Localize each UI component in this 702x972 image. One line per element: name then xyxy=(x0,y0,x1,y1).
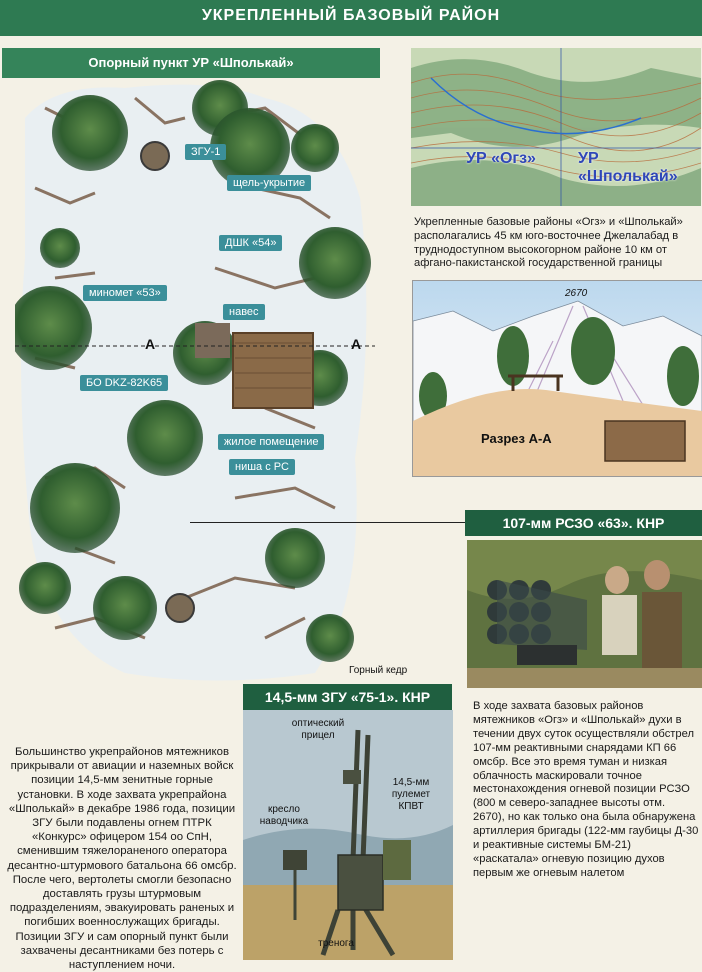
label-shel: щель-укрытие xyxy=(227,175,311,191)
rszo-text: В ходе захвата базовых районов мятежников «Огз» и «Шполькай» духи в течении двух суток осуществляли обстрел 107-мм реактивными снарядами КП 66 омсбр. Все это время туман и низкая облачность маскировали точное местонахождения огневой позиции РСЗО (800 м северо-западнее высоты отм. 2670), но как только она была обнаружена артиллерия бригады (122-мм гаубицы Д-30 и реактивные системы БМ-21) «раскатала» огневую позицию духов первым же огневым налетом xyxy=(473,700,699,879)
section-marker-right: А xyxy=(351,336,362,352)
page-title: УКРЕПЛЕННЫЙ БАЗОВЫЙ РАЙОН xyxy=(201,7,501,24)
label-bo: БО DKZ-82K65 xyxy=(80,375,168,391)
rszo-drawing xyxy=(467,540,702,688)
label-dshk: ДШК «54» xyxy=(219,235,282,251)
label-zhiloe: жилое помещение xyxy=(218,434,324,450)
rszo-pointer-line xyxy=(190,522,465,523)
label-naves: навес xyxy=(223,304,265,320)
cross-section xyxy=(412,280,702,477)
callout-pricel: оптический прицел xyxy=(291,718,345,741)
plan-title: Опорный пункт УР «Шполькай» xyxy=(2,48,380,78)
body-text: Большинство укрепрайонов мятежников прикрывали от авиации и наземных войск позиции 14,5-мм зенитные горные установки. В ходе захвата укрепрайона «Шполькай» в декабре 1986 года, позиции ЗГУ были подавлены огнем ПТРК «Конкурс» офицером 154 оо СпН, сменившим тяжелораненого оператора десантно-штурмового батальона 66 омсбр. После чего, вертолеты смогли безопасно доставлять грузы штурмовым подразделениям, эвакуировать раненых и погибших военнослужащих бригады. Позиции ЗГУ и сам опорный пункт были захвачены десантниками без потерь с наступлением ночи. xyxy=(7,746,237,972)
map-caption: Укрепленные базовые районы «Огз» и «Шполькай» располагались 45 км юго-восточнее Джелалабад в труднодоступном высокогорном районе 10 км от афгано-пакистанской государственной границы xyxy=(414,216,683,270)
callout-kreslo: кресло наводчика xyxy=(259,804,309,827)
section-drawing xyxy=(413,281,702,476)
section-marker-left: А xyxy=(145,336,156,352)
label-minomet: миномет «53» xyxy=(83,285,167,301)
zgu-drawing xyxy=(243,710,453,960)
section-title: Разрез А-А xyxy=(481,431,552,446)
plan-drawing xyxy=(15,78,375,688)
header-banner xyxy=(0,0,702,36)
map-label-shpolkai: УР «Шполькай» xyxy=(578,150,678,185)
callout-pulemet: 14,5-мм пулемет КПВТ xyxy=(391,777,431,812)
rszo-photo xyxy=(467,540,702,688)
callout-trenoga: тренога xyxy=(318,938,354,949)
zgu-title: 14,5-мм ЗГУ «75-1». КНР xyxy=(243,684,452,710)
map-label-ogz: УР «Огз» xyxy=(466,150,536,167)
label-kedr: Горный кедр xyxy=(349,665,408,676)
section-peak-label: 2670 xyxy=(565,288,588,299)
zgu-photo xyxy=(243,710,453,960)
rszo-title: 107-мм РСЗО «63». КНР xyxy=(465,510,702,536)
label-nisha: ниша с РС xyxy=(229,459,295,475)
plan-illustration xyxy=(15,78,375,688)
label-zgu1: ЗГУ-1 xyxy=(185,144,226,160)
